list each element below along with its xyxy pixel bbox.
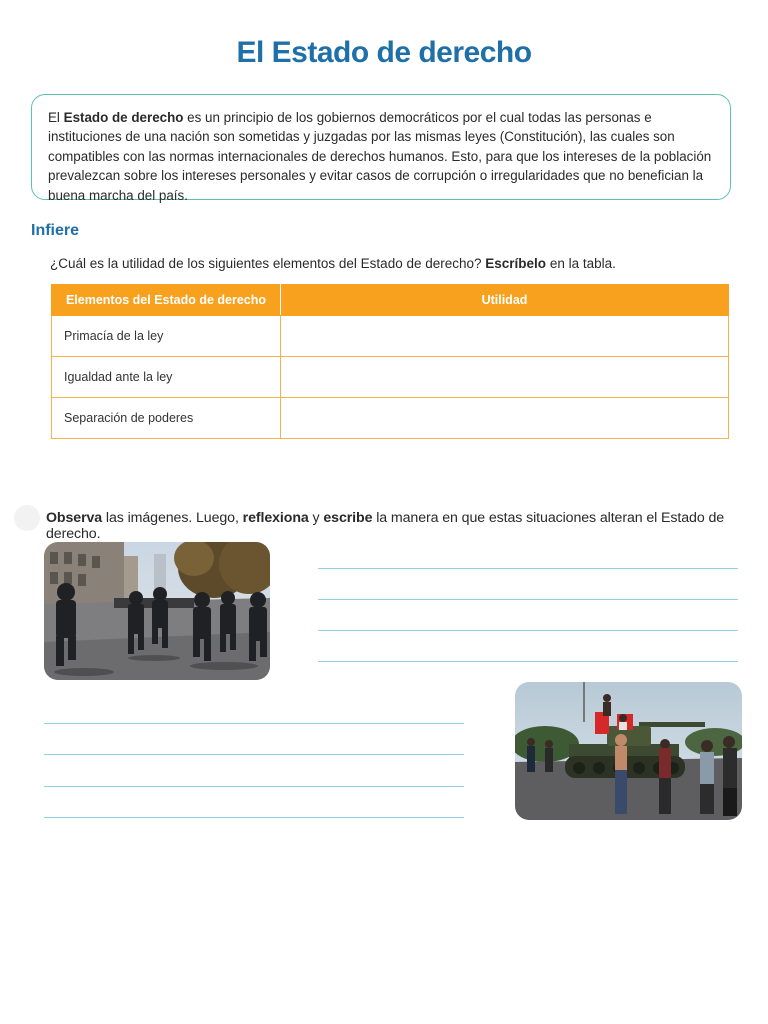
answer-line[interactable] — [318, 630, 738, 631]
bullet-circle — [14, 505, 40, 531]
question — [50, 256, 616, 271]
photo-tank-crowd — [515, 682, 742, 820]
tank-crowd-image — [515, 682, 742, 820]
question-end: en la tabla. — [546, 256, 616, 271]
header-utilidad: Utilidad — [281, 285, 729, 316]
page-title: El Estado de derecho — [236, 36, 532, 69]
table-row — [52, 398, 729, 439]
observa-text-2: y — [308, 510, 324, 526]
header-elementos: Elementos del Estado de derecho — [52, 285, 281, 316]
answer-line[interactable] — [44, 723, 464, 724]
section-heading-infiere: Infiere — [31, 222, 80, 239]
answer-line[interactable] — [44, 817, 464, 818]
observa-instruction — [46, 510, 768, 542]
table-row — [52, 316, 729, 357]
row-elemento: Separación de poderes — [52, 398, 281, 439]
intro-text: es un principio de los gobiernos democráticos por el cual todas las personas e instituciones de una nación son sometidas y juzgadas por las mismas leyes (Constitución), las cuales son compatibles con las normas internacionales de derechos humanos. Esto, para que los intereses de la población prevalezcan sobre los intereses personales y evitar casos de corrupción o irregularidades que no benefician la buena marcha del país. — [48, 110, 712, 203]
question-text: ¿Cuál es la utilidad de los siguientes elementos del Estado de derecho? — [50, 256, 486, 271]
row-utilidad-cell[interactable] — [281, 398, 729, 439]
answer-line[interactable] — [318, 661, 738, 662]
question-bold: Escríbelo — [485, 256, 547, 271]
intro-bold-term: Estado de derecho — [63, 110, 184, 125]
intro-box — [31, 94, 731, 203]
photo-riot-police — [44, 542, 270, 680]
observa-bold-1: Observa — [46, 510, 103, 526]
row-utilidad-cell[interactable] — [281, 316, 729, 357]
observa-text-3: la manera en que estas situaciones alteran el Estado de derecho. — [46, 510, 725, 542]
table-header-row — [52, 285, 729, 316]
observa-bold-2: reflexiona — [242, 510, 309, 526]
row-elemento: Igualdad ante la ley — [52, 357, 281, 398]
answer-line[interactable] — [44, 786, 464, 787]
table-row — [52, 357, 729, 398]
answer-line[interactable] — [44, 754, 464, 755]
observa-text-1: las imágenes. Luego, — [102, 510, 243, 526]
answer-line[interactable] — [318, 599, 738, 600]
row-utilidad-cell[interactable] — [281, 357, 729, 398]
observa-bold-3: escribe — [323, 510, 373, 526]
intro-pre: El — [48, 110, 64, 125]
answer-line[interactable] — [318, 568, 738, 569]
utility-table — [51, 284, 729, 439]
row-elemento: Primacía de la ley — [52, 316, 281, 357]
riot-police-image — [44, 542, 270, 680]
